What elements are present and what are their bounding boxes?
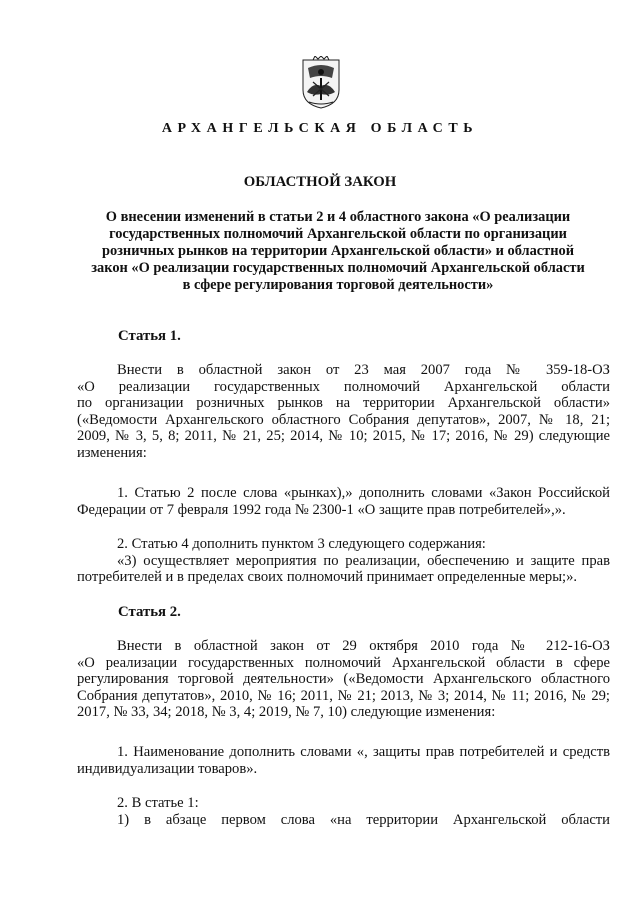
arkhangelsk-coat-of-arms-icon	[299, 56, 343, 110]
article-1-item-2	[77, 536, 610, 586]
law-title-line: в сфере регулирования торговой деятельности»	[182, 277, 494, 293]
paragraph-line: «О реализации государственных полномочий Архангельской области в сфере	[77, 654, 610, 671]
paragraph-line: по организации розничных рынков на территории Архангельской области»	[77, 395, 610, 412]
law-title	[74, 209, 602, 294]
article-1-heading: Статья 1.	[118, 328, 181, 344]
paragraph-line: («Ведомости Архангельского областного Собрания депутатов», 2007, № 18, 21;	[77, 411, 610, 428]
paragraph-line: «3) осуществляет мероприятия по реализации, обеспечению и защите прав	[117, 552, 610, 569]
article-1-item-1	[77, 485, 610, 518]
paragraph-line: «О реализации государственных полномочий Архангельской области	[77, 378, 610, 395]
paragraph-line: 2017, № 33, 34; 2018, № 3, 4; 2019, № 7, 10) следующие изменения:	[77, 704, 496, 721]
paragraph-line: 2. В статье 1:	[117, 795, 199, 811]
paragraph-line: Внести в областной закон от 29 октября 2010 года № 212-16-ОЗ	[117, 638, 610, 654]
article-1-intro	[77, 362, 610, 462]
region-name: АРХАНГЕЛЬСКАЯ ОБЛАСТЬ	[161, 121, 479, 136]
law-title-line: розничных рынков на территории Архангельской области» и областной	[101, 243, 575, 259]
paragraph-line: 2009, № 3, 5, 8; 2011, № 21, 25; 2014, № 10; 2015, № 17; 2016, № 29) следующие	[77, 428, 610, 445]
article-2-item-1	[77, 744, 610, 777]
paragraph-line: 2. Статью 4 дополнить пунктом 3 следующего содержания:	[117, 536, 486, 552]
paragraph-line: 1. Наименование дополнить словами «, защиты прав потребителей и средств	[117, 744, 610, 760]
paragraph-line: Внести в областной закон от 23 мая 2007 года № 359-18-ОЗ	[117, 362, 610, 378]
article-2-intro	[77, 638, 610, 721]
paragraph-line: индивидуализации товаров».	[77, 760, 258, 777]
paragraph-line: 1) в абзаце первом слова «на территории Архангельской области	[117, 811, 610, 828]
article-2-item-2	[77, 795, 610, 828]
article-2-heading: Статья 2.	[118, 604, 181, 620]
document-type: ОБЛАСТНОЙ ЗАКОН	[243, 174, 397, 190]
paragraph-line: Федерации от 7 февраля 1992 года № 2300-1 «О защите прав потребителей»,».	[77, 501, 566, 518]
paragraph-line: потребителей и в пределах своих полномочий принимает определенные меры;».	[77, 569, 578, 586]
paragraph-line: изменения:	[77, 444, 147, 461]
paragraph-line: 1. Статью 2 после слова «рынках),» дополнить словами «Закон Российской	[117, 485, 610, 501]
law-title-line: закон «О реализации государственных полномочий Архангельской области	[91, 260, 585, 276]
law-title-line: государственных полномочий Архангельской области по организации	[109, 226, 567, 242]
law-title-line: О внесении изменений в статьи 2 и 4 областного закона «О реализации	[105, 209, 571, 225]
paragraph-line: регулирования торговой деятельности» («Ведомости Архангельского областного	[77, 671, 610, 688]
paragraph-line: Собрания депутатов», 2010, № 16; 2011, № 21; 2013, № 3; 2014, № 11; 2016, № 29;	[77, 687, 610, 704]
